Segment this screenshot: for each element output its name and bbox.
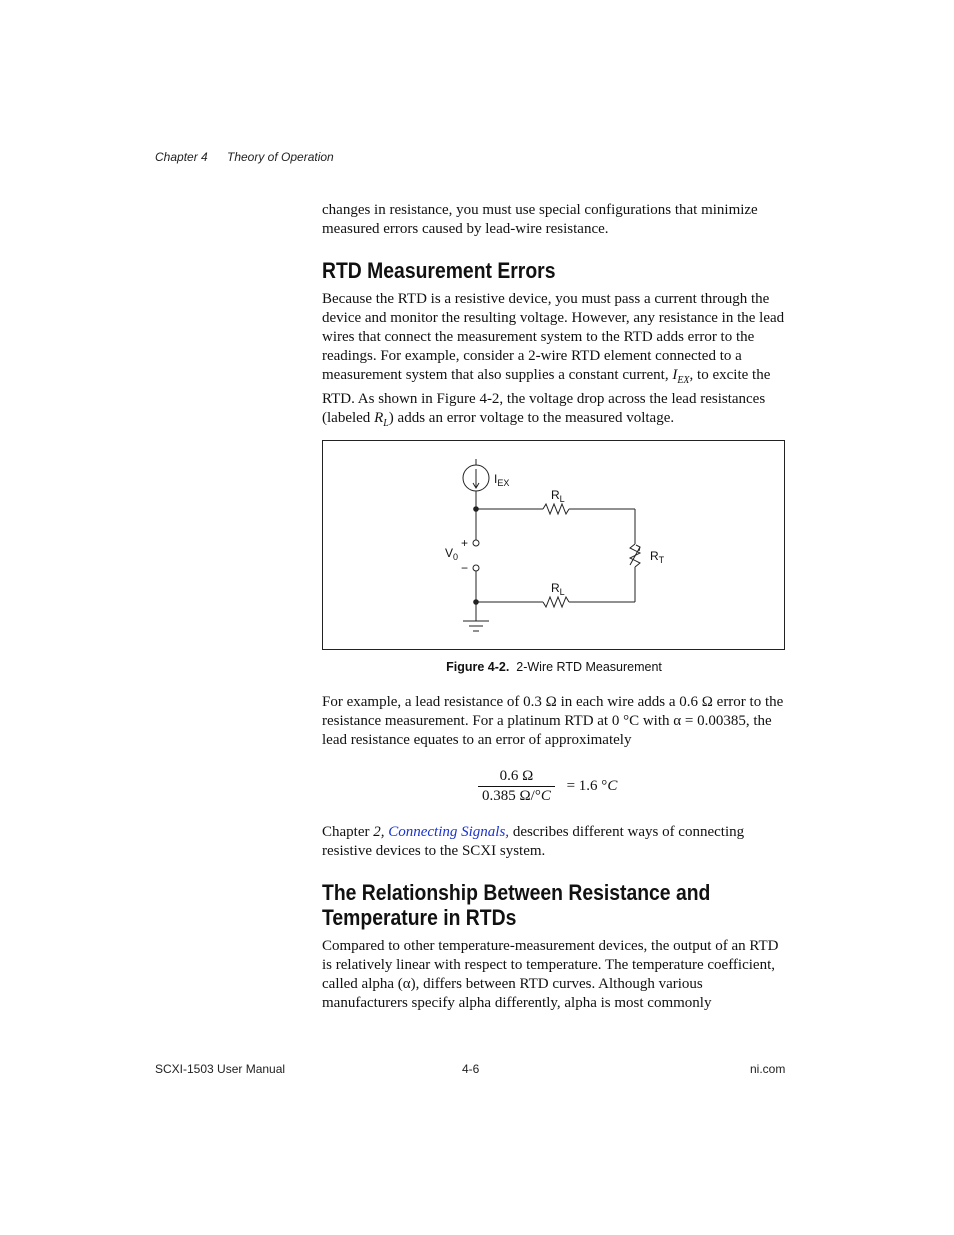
lead-resistance-paragraph: For example, a lead resistance of 0.3 Ω in each wire adds a 0.6 Ω error to the resistance measurement. For a platinum RTD at 0 °C with α = 0.00385, the lead resistance equates to an error of approximately — [322, 694, 784, 748]
section1-text-1: Because the RTD is a resistive device, you must pass a current through the device and monitor the resulting voltage. However, any resistance in the lead wires that connect the measurement system to the RTD adds error to the readings. For example, consider a 2-wire RTD element connected to a measurement system that also supplies a constant current, — [322, 291, 785, 383]
rl-bottom-label: $R_L$ — [551, 581, 565, 597]
circuit-diagram — [323, 441, 784, 649]
connecting-signals-link[interactable]: Connecting Signals, — [388, 824, 510, 840]
minus-label: − — [461, 561, 469, 575]
lead-resistor-bottom-icon — [543, 597, 569, 607]
rt-label: $R_T$ — [650, 549, 665, 565]
equation-result: = 1.6 °C — [566, 778, 618, 794]
intro-paragraph — [322, 201, 786, 239]
equation-fraction — [478, 768, 555, 805]
plus-label: + — [461, 536, 469, 550]
terminal-minus-icon — [473, 565, 479, 571]
rl-top-label: $R_L$ — [551, 488, 565, 504]
iex-symbol: $I_{EX}$ — [672, 367, 690, 386]
terminal-plus-icon — [473, 540, 479, 546]
intro-line-2: measured errors caused by lead-wire resistance. — [322, 221, 609, 237]
v0-label: $V_0$ — [445, 546, 459, 562]
intro-line-1: changes in resistance, you must use special configurations that minimize — [322, 202, 758, 218]
rl-symbol: $R_L$ — [374, 410, 389, 429]
figure-caption-label: Figure 4-2. — [446, 660, 510, 674]
footer-manual-title: SCXI-1503 User Manual — [155, 1062, 286, 1076]
equation-denominator: 0.385 Ω/°C — [482, 788, 551, 804]
figure-caption — [322, 660, 786, 674]
section-heading-relationship: The Relationship Between Resistance and Temperature in RTDs — [322, 880, 711, 930]
footer-page-number: 4-6 — [462, 1062, 480, 1076]
iex-label: $I_{EX}$ — [494, 472, 510, 488]
figure-caption-text: 2-Wire RTD Measurement — [516, 660, 662, 674]
chapter-reference-paragraph: Chapter 2, Connecting Signals, describes different ways of connecting resistive devices to the SCXI system. — [322, 824, 745, 859]
equation-numerator: 0.6 Ω — [478, 768, 555, 787]
footer-website: ni.com — [750, 1062, 786, 1076]
lead-resistor-top-icon — [543, 504, 569, 514]
section2-paragraph: Compared to other temperature-measurement devices, the output of an RTD is relatively linear with respect to temperature. The temperature coefficient, called alpha (α), differs between RTD curves. Although various manufacturers specify alpha differently, alpha is most commonly — [322, 938, 779, 1011]
error-equation — [478, 768, 617, 805]
section1-text-2: , to excite the RTD. As shown in Figure 4-2, the voltage drop across the lead resistances (labeled — [322, 367, 771, 426]
section-heading-rtd-errors: RTD Measurement Errors — [322, 258, 556, 283]
figure-2wire-rtd — [322, 440, 785, 650]
section1-text-3: ) adds an error voltage to the measured voltage. — [388, 410, 675, 426]
section1-paragraph — [322, 290, 786, 433]
running-header-chapter: Chapter 4 — [155, 150, 208, 164]
running-header-title: Theory of Operation — [227, 150, 334, 164]
